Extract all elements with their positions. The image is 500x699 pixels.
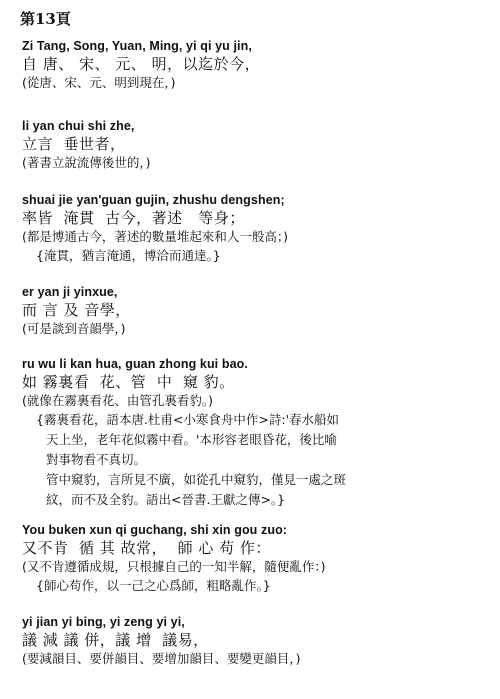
explanation-line: (從唐、宋、元、明到現在，) xyxy=(22,75,176,90)
section-4 xyxy=(22,284,492,338)
pinyin-line: li yan chui shi zhe, xyxy=(22,119,135,133)
section-2 xyxy=(22,118,492,172)
explanation-line: (可是談到音韻學，) xyxy=(22,321,126,336)
pinyin-line: shuai jie yan'guan gujin, zhushu dengshen; xyxy=(22,193,285,207)
annotation-line: {師心苟作，以一己之心爲師，粗略亂作。} xyxy=(36,578,271,593)
section-3 xyxy=(22,192,492,266)
annotation-line: 天上坐，老年花似霧中看。'本形容老眼昏花，後比喻 xyxy=(46,432,337,447)
pinyin-line: er yan ji yinxue, xyxy=(22,285,118,299)
chinese-line: 如 霧裏看 花、管 中 窺 豹。 xyxy=(22,373,235,391)
pinyin-line: yi jian yi bing, yi zeng yi yi, xyxy=(22,615,185,629)
pinyin-line: ru wu li kan hua, guan zhong kui bao. xyxy=(22,357,248,371)
page-title: 第13頁 xyxy=(20,10,71,28)
annotation-line: 紋，而不及全豹。語出<晉書.王獻之傳>。} xyxy=(46,492,286,507)
section-1 xyxy=(22,38,492,92)
annotation-line: {霧裏看花，語本唐.杜甫<小寒食舟中作>詩:'春水船如 xyxy=(36,412,340,427)
chinese-line: 議 減 議 併，議 增 議易， xyxy=(22,631,209,649)
section-6 xyxy=(22,522,492,596)
chinese-line: 立言 垂世者， xyxy=(22,135,126,153)
chinese-line: 自 唐、 宋、 元、 明，以迄於今， xyxy=(22,55,261,73)
chinese-line: 又不肯 循 其 故常， 師 心 苟 作： xyxy=(22,539,271,557)
annotation-line: {淹貫，猶言淹通，博洽而通達。} xyxy=(36,248,221,263)
explanation-line: (都是博通古今，著述的數量堆起來和人一般高；) xyxy=(22,229,289,244)
explanation-line: (要減韻目、要併韻目、要增加韻目、要變更韻目，) xyxy=(22,651,301,666)
annotation-line: 對事物看不真切。 xyxy=(46,452,147,467)
explanation-line: (就像在霧裏看花、由管孔裏看豹。) xyxy=(22,393,214,408)
chinese-line: 率皆 淹貫 古今，著述 等身； xyxy=(22,209,245,227)
section-7 xyxy=(22,614,492,668)
section-5 xyxy=(22,356,492,510)
annotation-line: 管中窺豹，言所見不廣，如從孔中窺豹，僅見一處之斑 xyxy=(46,472,347,487)
pinyin-line: Zi Tang, Song, Yuan, Ming, yi qi yu jin, xyxy=(22,39,252,53)
pinyin-line: You buken xun qi guchang, shi xin gou zuo: xyxy=(22,523,288,537)
explanation-line: (又不肯遵循成規，只根據自己的一知半解，隨便亂作：) xyxy=(22,559,326,574)
explanation-line: (著書立說流傳後世的，) xyxy=(22,155,151,170)
chinese-line: 而 言 及 音學， xyxy=(22,301,131,319)
